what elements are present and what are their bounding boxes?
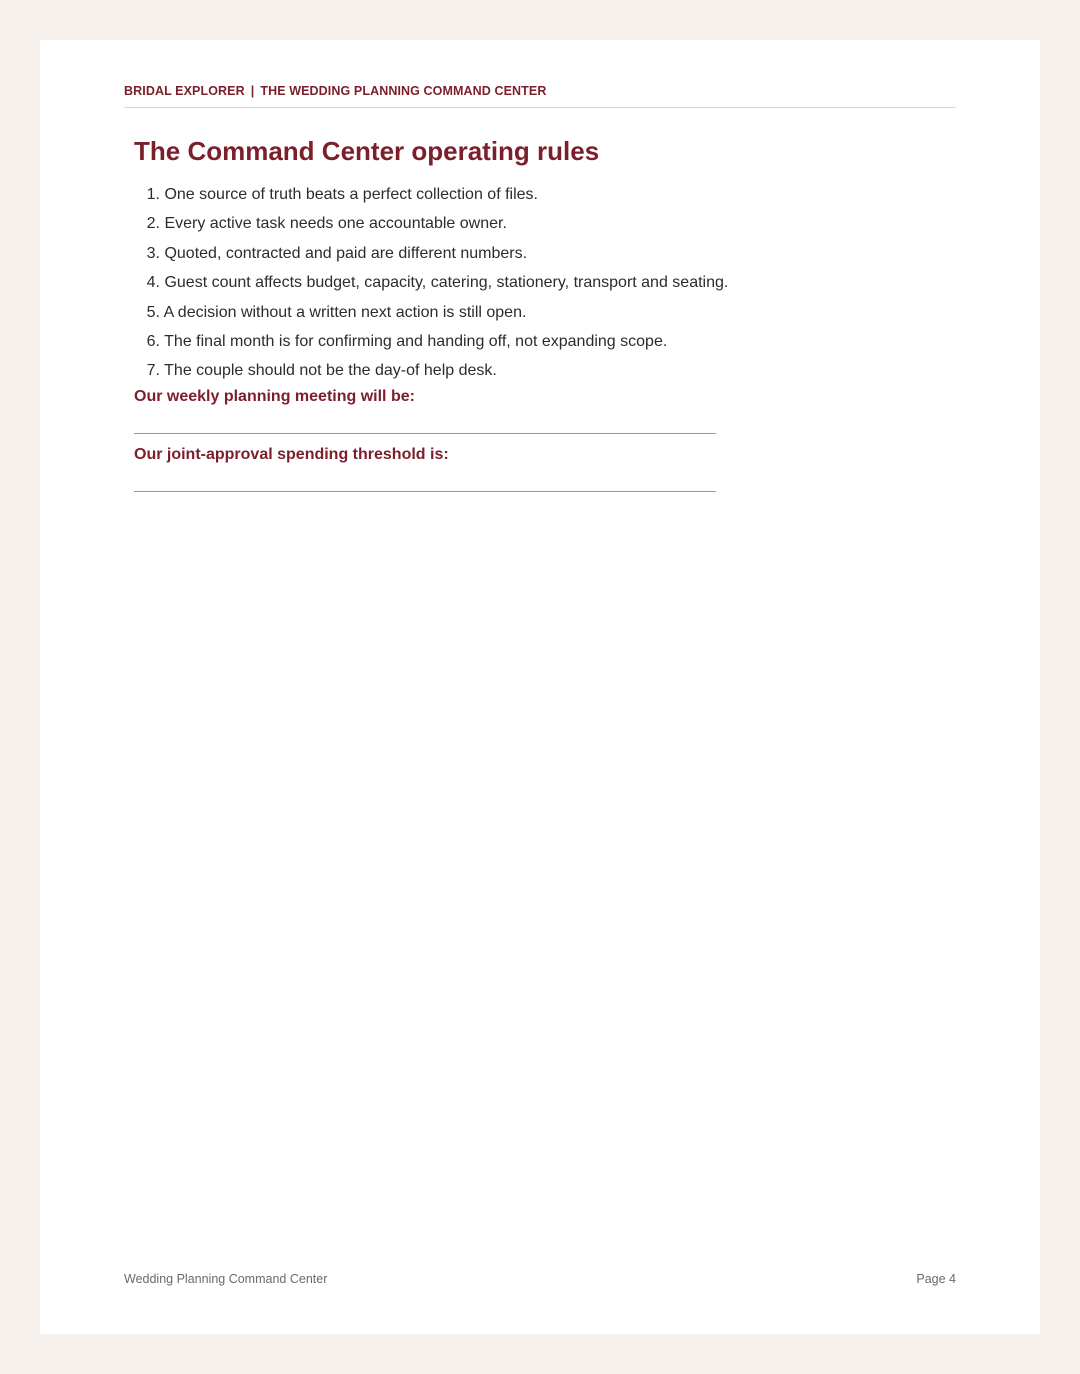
list-item (134, 209, 774, 238)
weekly-meeting-label: Our weekly planning meeting will be: (134, 387, 415, 405)
list-item-number: 4. (146, 274, 160, 292)
spending-threshold-label: Our joint-approval spending threshold is: (134, 445, 449, 463)
list-item (134, 356, 774, 385)
main-content (134, 133, 774, 503)
list-item (134, 239, 774, 268)
list-item-number: 7. (146, 362, 160, 380)
list-item (134, 298, 774, 327)
page-number: Page 4 (916, 1272, 956, 1286)
running-header (124, 84, 956, 108)
list-item-text: Guest count affects budget, capacity, catering, stationery, transport and seating. (164, 274, 729, 292)
list-item-text: A decision without a written next action is still open. (163, 303, 527, 321)
list-item-text: The final month is for confirming and handing off, not expanding scope. (164, 332, 668, 350)
list-item (134, 327, 774, 356)
list-item-text: Every active task needs one accountable owner. (164, 215, 507, 233)
document-page (40, 40, 1040, 1334)
list-item-number: 3. (146, 244, 160, 262)
list-item (134, 268, 774, 297)
spending-threshold-blank-line (134, 491, 716, 492)
header-separator: | (250, 84, 255, 98)
header-brand: BRIDAL EXPLORER (124, 84, 245, 98)
list-item-text: Quoted, contracted and paid are different numbers. (164, 244, 528, 262)
list-item-number: 6. (146, 332, 160, 350)
weekly-meeting-blank-line (134, 433, 716, 434)
list-item-number: 2. (146, 215, 160, 233)
list-item (134, 180, 774, 209)
rules-list (134, 180, 774, 386)
header-section: THE WEDDING PLANNING COMMAND CENTER (260, 84, 547, 98)
list-item-number: 1. (146, 186, 160, 203)
list-item-text: The couple should not be the day-of help desk. (164, 362, 497, 380)
list-item-text: One source of truth beats a perfect collection of files. (164, 186, 538, 203)
list-item-number: 5. (146, 303, 160, 321)
page-title: The Command Center operating rules (134, 136, 600, 166)
footer-title: Wedding Planning Command Center (124, 1272, 328, 1286)
